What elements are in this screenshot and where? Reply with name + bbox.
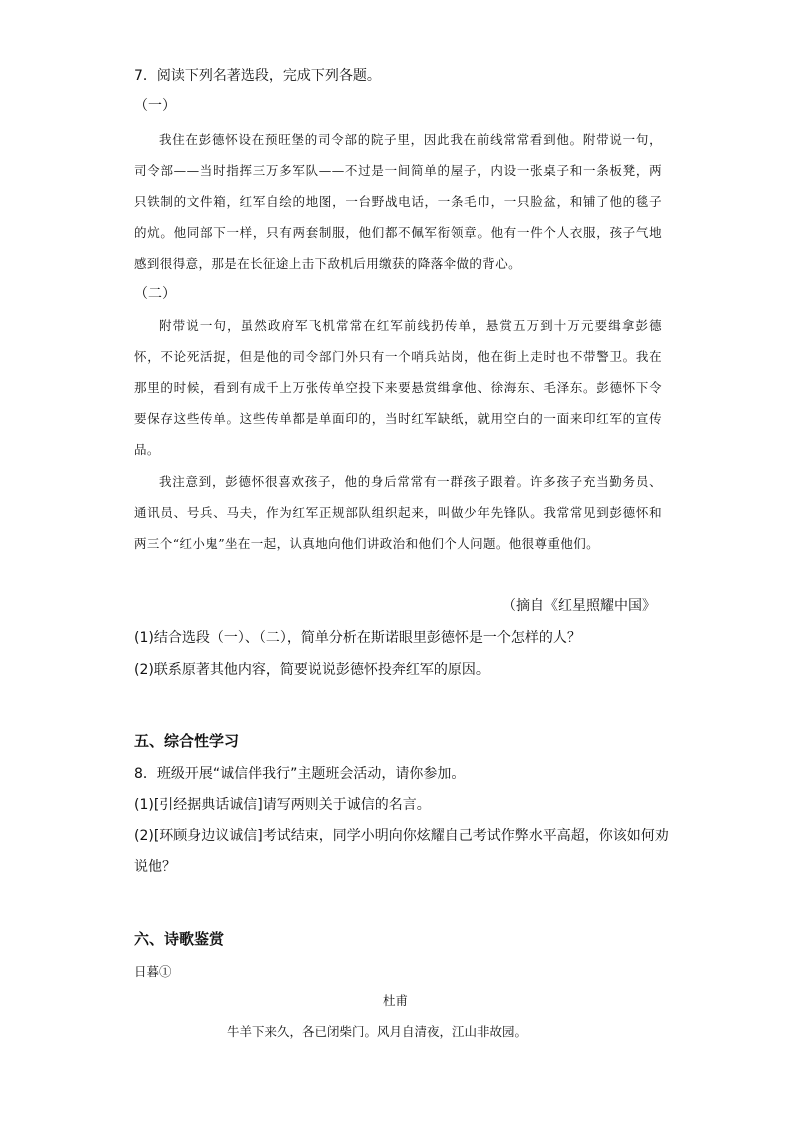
question-8-sub-2-line-1: (2)[环顾身边议诚信]考试结束，同学小明向你炫耀自己考试作弊水平高超，你该如何劝	[134, 828, 669, 844]
question-7-heading: 7．阅读下列名著选段，完成下列各题。	[134, 68, 381, 84]
excerpt-part-2-paragraph-2: 我注意到，彭德怀很喜欢孩子，他的身后常常有一群孩子跟着。许多孩子充当勤务员、通讯员、号兵、马夫，作为红军正规部队组织起来，叫做少年先锋队。我常常见到彭德怀和两三个“红小鬼”坐在一起，认真地向他们讲政治和他们个人问题。他很尊重他们。	[134, 474, 662, 551]
section-6-title: 六、诗歌鉴赏	[134, 930, 225, 948]
poem-author: 杜甫	[383, 993, 409, 1008]
part-2-label: （二）	[134, 286, 176, 302]
poem-line-1: 牛羊下来久，各已闭柴门。风月自清夜，江山非故园。	[227, 1024, 528, 1039]
excerpt-source: （摘自《红星照耀中国》	[502, 598, 656, 614]
part-1-label: （一）	[134, 98, 176, 114]
question-7-sub-2: (2)联系原著其他内容，简要说说彭德怀投奔红军的原因。	[134, 662, 490, 678]
question-8-sub-2-line-2: 说他？	[134, 859, 176, 875]
question-8-heading: 8．班级开展“诚信伴我行”主题班会活动，请你参加。	[134, 766, 466, 782]
question-7-sub-1: (1)结合选段（一）、（二），简单分析在斯诺眼里彭德怀是一个怎样的人？	[134, 630, 581, 646]
excerpt-part-2-paragraph-1: 附带说一句，虽然政府军飞机常常在红军前线扔传单，悬赏五万到十万元要缉拿彭德怀，不论死活捉，但是他的司令部门外只有一个哨兵站岗，他在街上走时也不带警卫。我在那里的时候，看到有成千上万张传单空投下来要悬赏缉拿他、徐海东、毛泽东。彭德怀下令要保存这些传单。这些传单都是单面印的，当时红军缺纸，就用空白的一面来印红军的宣传品。	[134, 318, 662, 457]
question-8-sub-1: (1)[引经据典话诚信]请写两则关于诚信的名言。	[134, 797, 431, 813]
poem-title: 日暮①	[134, 964, 172, 979]
excerpt-part-1: 我住在彭德怀设在预旺堡的司令部的院子里，因此我在前线常常看到他。附带说一句，司令部——当时指挥三万多军队——不过是一间简单的屋子，内设一张桌子和一条板凳，两只铁制的文件箱，红军自绘的地图，一台野战电话，一条毛巾，一只脸盆，和铺了他的毯子的炕。他同部下一样，只有两套制服，他们都不佩军衔领章。他有一件个人衣服，孩子气地感到很得意，那是在长征途上击下敌机后用缴获的降落伞做的背心。	[134, 132, 662, 271]
section-5-title: 五、综合性学习	[134, 732, 240, 750]
